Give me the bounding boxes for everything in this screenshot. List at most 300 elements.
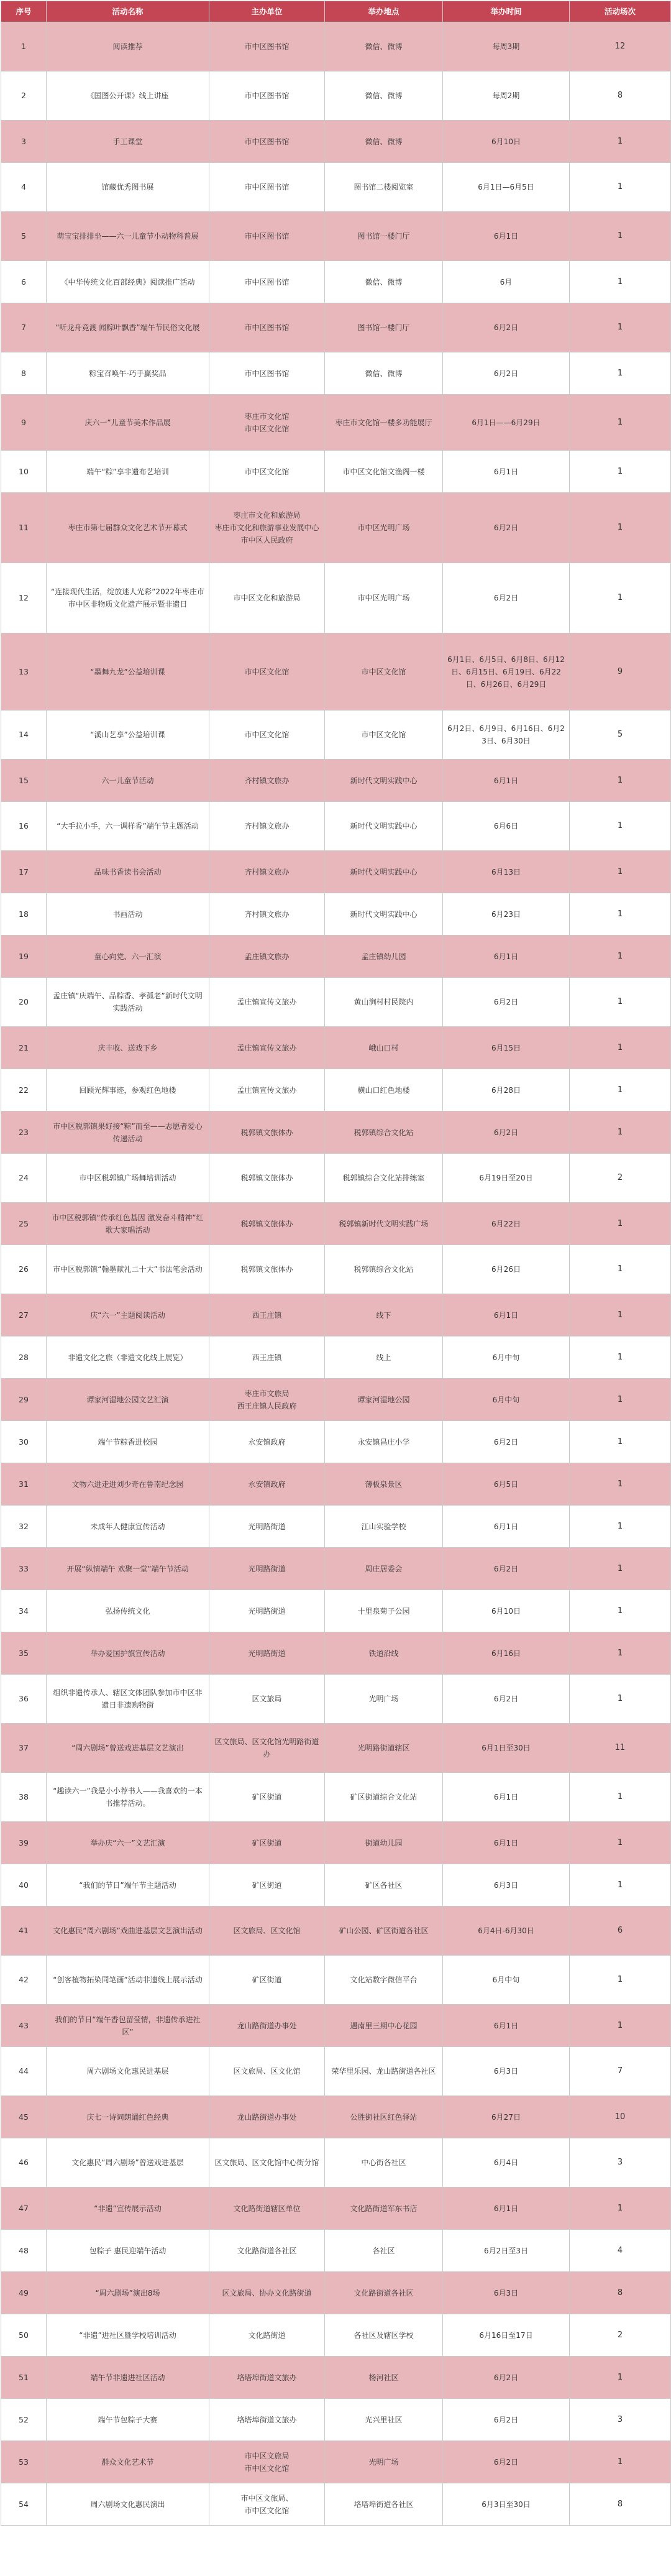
cell-venue: 矿山公园、矿区街道各社区 <box>325 1907 443 1956</box>
cell-venue: 周庄居委会 <box>325 1548 443 1590</box>
cell-activity-name: 庆丰收、送戏下乡 <box>47 1027 209 1069</box>
cell-organizer: 光明路街道 <box>209 1506 325 1548</box>
cell-seq: 51 <box>1 2357 47 2399</box>
cell-activity-name: 弘扬传统文化 <box>47 1590 209 1632</box>
cell-activity-name: 《中华传统文化百部经典》阅读推广活动 <box>47 261 209 303</box>
cell-count: 8 <box>570 2272 671 2314</box>
cell-count: 1 <box>570 1336 671 1379</box>
cell-count: 6 <box>570 1907 671 1956</box>
table-row <box>1 1421 671 1463</box>
cell-count: 1 <box>570 1632 671 1675</box>
cell-venue: 微信、微博 <box>325 352 443 395</box>
cell-seq: 27 <box>1 1294 47 1336</box>
cell-activity-name: “周六剧场”曾送戏进基层文艺演出 <box>47 1724 209 1773</box>
cell-seq: 35 <box>1 1632 47 1675</box>
cell-venue: 孟庄镇幼儿园 <box>325 936 443 978</box>
cell-venue: 十里泉菊子公园 <box>325 1590 443 1632</box>
cell-seq: 33 <box>1 1548 47 1590</box>
cell-venue: 微信、微博 <box>325 261 443 303</box>
table-row <box>1 1506 671 1548</box>
table-row <box>1 1956 671 2005</box>
cell-venue: 图书馆二楼阅览室 <box>325 163 443 212</box>
cell-activity-name: 六一儿童节活动 <box>47 760 209 802</box>
table-row <box>1 893 671 936</box>
cell-activity-name: 谭家河湿地公园文艺汇演 <box>47 1379 209 1421</box>
cell-time: 6月1日 <box>443 2187 570 2230</box>
cell-count: 1 <box>570 163 671 212</box>
table-row <box>1 261 671 303</box>
cell-count: 2 <box>570 1154 671 1203</box>
cell-count: 1 <box>570 2357 671 2399</box>
cell-time: 6月2日 <box>443 978 570 1027</box>
cell-seq: 48 <box>1 2230 47 2272</box>
cell-seq: 24 <box>1 1154 47 1203</box>
header-venue: 举办地点 <box>325 1 443 22</box>
cell-activity-name: 我们的节日“端午香包留莹情，非遗传承进社区” <box>47 2005 209 2047</box>
cell-time: 6月2日 <box>443 303 570 352</box>
table-header-row <box>1 1 671 22</box>
cell-seq: 4 <box>1 163 47 212</box>
cell-time: 6月2日 <box>443 1548 570 1590</box>
table-row <box>1 711 671 760</box>
cell-count: 1 <box>570 1379 671 1421</box>
table-row <box>1 2314 671 2357</box>
table-row <box>1 1111 671 1154</box>
cell-organizer: 文化路街道辖区单位 <box>209 2187 325 2230</box>
table-row <box>1 978 671 1027</box>
cell-count: 1 <box>570 1548 671 1590</box>
cell-count: 1 <box>570 261 671 303</box>
cell-count: 1 <box>570 1069 671 1111</box>
cell-count: 1 <box>570 851 671 893</box>
cell-time: 6月1日 <box>443 760 570 802</box>
cell-organizer: 区文旅局、协办文化路街道 <box>209 2272 325 2314</box>
cell-organizer: 市中区图书馆 <box>209 303 325 352</box>
table-row <box>1 633 671 711</box>
table-row <box>1 1864 671 1907</box>
cell-time: 6月1日 <box>443 212 570 261</box>
cell-time: 6月16日至17日 <box>443 2314 570 2357</box>
cell-seq: 23 <box>1 1111 47 1154</box>
cell-activity-name: 文化惠民“周六剧场”戏曲进基层文艺演出活动 <box>47 1907 209 1956</box>
cell-time: 6月1日——6月29日 <box>443 395 570 451</box>
cell-venue: 微信、微博 <box>325 121 443 163</box>
cell-venue: 微信、微博 <box>325 71 443 121</box>
cell-organizer: 垎塔埠街道文旅办 <box>209 2357 325 2399</box>
cell-count: 1 <box>570 978 671 1027</box>
cell-activity-name: 组织非遗传承人、辖区文体团队参加市中区非遗日非遗购物街 <box>47 1675 209 1724</box>
cell-time: 6月5日 <box>443 1463 570 1506</box>
cell-time: 6月2日至3日 <box>443 2230 570 2272</box>
table-row <box>1 163 671 212</box>
cell-time: 6月23日 <box>443 893 570 936</box>
cell-count: 1 <box>570 2187 671 2230</box>
cell-time: 6月2日 <box>443 493 570 563</box>
table-row <box>1 1907 671 1956</box>
cell-count: 1 <box>570 2441 671 2483</box>
cell-seq: 9 <box>1 395 47 451</box>
cell-seq: 29 <box>1 1379 47 1421</box>
cell-seq: 46 <box>1 2138 47 2187</box>
cell-organizer: 矿区街道 <box>209 1956 325 2005</box>
cell-seq: 22 <box>1 1069 47 1111</box>
cell-organizer: 矿区街道 <box>209 1822 325 1864</box>
cell-organizer: 市中区文化馆 <box>209 633 325 711</box>
cell-organizer: 区文旅局、区文化馆 <box>209 1907 325 1956</box>
cell-organizer: 区文旅局、区文化馆中心街分馆 <box>209 2138 325 2187</box>
table-row <box>1 1069 671 1111</box>
header-count: 活动场次 <box>570 1 671 22</box>
cell-count: 1 <box>570 1506 671 1548</box>
cell-venue: 薄板泉景区 <box>325 1463 443 1506</box>
cell-venue: 新时代文明实践中心 <box>325 760 443 802</box>
cell-organizer: 税郭镇文旅体办 <box>209 1154 325 1203</box>
cell-organizer: 永安镇政府 <box>209 1421 325 1463</box>
cell-activity-name: 端午节粽香进校园 <box>47 1421 209 1463</box>
cell-activity-name: 市中区税郭镇果好接“粽”而至——志愿者爱心传递活动 <box>47 1111 209 1154</box>
cell-seq: 6 <box>1 261 47 303</box>
cell-organizer: 文化路街道 <box>209 2314 325 2357</box>
header-seq: 序号 <box>1 1 47 22</box>
cell-venue: 市中区光明广场 <box>325 563 443 633</box>
cell-organizer: 市中区文化馆 <box>209 711 325 760</box>
cell-activity-name: 未成年人健康宣传活动 <box>47 1506 209 1548</box>
cell-count: 10 <box>570 2096 671 2138</box>
cell-venue: 公胜街社区红色驿站 <box>325 2096 443 2138</box>
cell-venue: 矿区街道综合文化站 <box>325 1773 443 1822</box>
cell-seq: 38 <box>1 1773 47 1822</box>
cell-time: 6月2日 <box>443 2399 570 2441</box>
cell-count: 3 <box>570 2399 671 2441</box>
cell-seq: 39 <box>1 1822 47 1864</box>
cell-venue: 税郭镇综合文化站 <box>325 1111 443 1154</box>
cell-venue: 峨山口村 <box>325 1027 443 1069</box>
cell-activity-name: 孟庄镇“庆端午、品粽香、孝孤老”新时代文明实践活动 <box>47 978 209 1027</box>
cell-activity-name: 阅读推荐 <box>47 22 209 71</box>
cell-time: 6月 <box>443 261 570 303</box>
table-row <box>1 22 671 71</box>
cell-organizer: 市中区图书馆 <box>209 71 325 121</box>
cell-venue: 垎塔埠街道各社区 <box>325 2483 443 2526</box>
cell-time: 6月中旬 <box>443 1336 570 1379</box>
cell-venue: 新时代文明实践中心 <box>325 802 443 851</box>
cell-time: 6月15日 <box>443 1027 570 1069</box>
activity-schedule-table <box>1 1 671 2526</box>
cell-count: 12 <box>570 22 671 71</box>
cell-activity-name: 周六剧场文化惠民演出 <box>47 2483 209 2526</box>
cell-organizer: 光明路街道 <box>209 1548 325 1590</box>
cell-organizer: 矿区街道 <box>209 1864 325 1907</box>
cell-time: 6月2日 <box>443 2441 570 2483</box>
cell-venue: 光明广场 <box>325 2441 443 2483</box>
cell-organizer: 税郭镇文旅体办 <box>209 1245 325 1294</box>
cell-venue: 铁道沿线 <box>325 1632 443 1675</box>
cell-organizer: 市中区文旅局 市中区文化馆 <box>209 2441 325 2483</box>
cell-seq: 17 <box>1 851 47 893</box>
cell-organizer: 区文旅局、区文化馆 <box>209 2047 325 2096</box>
cell-venue: 文化路街道军东书店 <box>325 2187 443 2230</box>
table-row <box>1 1294 671 1336</box>
table-row <box>1 2096 671 2138</box>
cell-organizer: 枣庄市文化馆 市中区文化馆 <box>209 395 325 451</box>
cell-organizer: 齐村镇文旅办 <box>209 802 325 851</box>
cell-activity-name: 童心向党、六一汇演 <box>47 936 209 978</box>
cell-time: 6月1日 <box>443 1294 570 1336</box>
cell-organizer: 矿区街道 <box>209 1773 325 1822</box>
table-row <box>1 71 671 121</box>
cell-organizer: 永安镇政府 <box>209 1463 325 1506</box>
cell-count: 1 <box>570 395 671 451</box>
cell-seq: 10 <box>1 451 47 493</box>
cell-time: 6月4日 <box>443 2138 570 2187</box>
cell-organizer: 龙山路街道办事处 <box>209 2096 325 2138</box>
cell-count: 1 <box>570 1294 671 1336</box>
cell-time: 6月1日—6月5日 <box>443 163 570 212</box>
cell-activity-name: “创客植物拓染同笔画”活动非遗线上展示活动 <box>47 1956 209 2005</box>
cell-organizer: 税郭镇文旅体办 <box>209 1203 325 1245</box>
cell-activity-name: “听龙舟竞渡 闻粽叶飘香”端午节民俗文化展 <box>47 303 209 352</box>
cell-venue: 线上 <box>325 1336 443 1379</box>
cell-venue: 线下 <box>325 1294 443 1336</box>
cell-activity-name: 市中区税郭镇“传承红色基因 激发奋斗精神”红歌大家唱活动 <box>47 1203 209 1245</box>
cell-venue: 各社区及辖区学校 <box>325 2314 443 2357</box>
cell-count: 11 <box>570 1724 671 1773</box>
cell-count: 1 <box>570 1111 671 1154</box>
table-row <box>1 2187 671 2230</box>
cell-organizer: 龙山路街道办事处 <box>209 2005 325 2047</box>
table-row <box>1 802 671 851</box>
cell-count: 1 <box>570 760 671 802</box>
cell-activity-name: 周六剧场文化惠民进基层 <box>47 2047 209 2096</box>
cell-activity-name: 萌宝宝排排坐——六一儿童节小动物科普展 <box>47 212 209 261</box>
cell-activity-name: “周六剧场”演出8场 <box>47 2272 209 2314</box>
cell-venue: 市中区光明广场 <box>325 493 443 563</box>
table-row <box>1 1027 671 1069</box>
cell-activity-name: 端午“粽”享非遗布艺培训 <box>47 451 209 493</box>
table-row <box>1 2272 671 2314</box>
cell-activity-name: 端午节非遗进社区活动 <box>47 2357 209 2399</box>
cell-time: 6月2日 <box>443 352 570 395</box>
cell-activity-name: 市中区税郭镇“翰墨献礼二十大”书法笔会活动 <box>47 1245 209 1294</box>
table-row <box>1 2005 671 2047</box>
cell-venue: 枣庄市文化馆一楼多功能展厅 <box>325 395 443 451</box>
cell-count: 1 <box>570 1956 671 2005</box>
cell-venue: 市中区文化馆 <box>325 633 443 711</box>
cell-time: 6月4日-6月30日 <box>443 1907 570 1956</box>
table-row <box>1 760 671 802</box>
cell-organizer: 孟庄镇文旅办 <box>209 936 325 978</box>
cell-organizer: 孟庄镇宣传文旅办 <box>209 978 325 1027</box>
cell-count: 1 <box>570 1421 671 1463</box>
table-row <box>1 2138 671 2187</box>
cell-seq: 14 <box>1 711 47 760</box>
cell-activity-name: “我们的节日”端午节主题活动 <box>47 1864 209 1907</box>
cell-activity-name: “墨舞九龙”公益培训课 <box>47 633 209 711</box>
cell-seq: 12 <box>1 563 47 633</box>
cell-activity-name: 粽宝召唤午-巧手赢奖品 <box>47 352 209 395</box>
cell-venue: 图书馆一楼门厅 <box>325 303 443 352</box>
cell-organizer: 齐村镇文旅办 <box>209 760 325 802</box>
table-row <box>1 212 671 261</box>
header-organizer: 主办单位 <box>209 1 325 22</box>
cell-count: 1 <box>570 2005 671 2047</box>
cell-time: 6月10日 <box>443 1590 570 1632</box>
cell-time: 6月22日 <box>443 1203 570 1245</box>
cell-venue: 横山口红色地楼 <box>325 1069 443 1111</box>
cell-activity-name: 端午节包粽子大赛 <box>47 2399 209 2441</box>
cell-seq: 7 <box>1 303 47 352</box>
cell-activity-name: 《国图公开课》线上讲座 <box>47 71 209 121</box>
cell-seq: 1 <box>1 22 47 71</box>
cell-venue: 杨河社区 <box>325 2357 443 2399</box>
cell-count: 1 <box>570 451 671 493</box>
cell-time: 6月26日 <box>443 1245 570 1294</box>
table-row <box>1 851 671 893</box>
cell-venue: 税郭镇新时代文明实践广场 <box>325 1203 443 1245</box>
table-row <box>1 451 671 493</box>
cell-activity-name: “溪山艺享”公益培训课 <box>47 711 209 760</box>
cell-seq: 32 <box>1 1506 47 1548</box>
table-row <box>1 2230 671 2272</box>
cell-venue: 新时代文明实践中心 <box>325 893 443 936</box>
cell-time: 6月3日至30日 <box>443 2483 570 2526</box>
cell-activity-name: 市中区税郭镇广场舞培训活动 <box>47 1154 209 1203</box>
cell-activity-name: 举办庆“六一”文艺汇演 <box>47 1822 209 1864</box>
cell-organizer: 西王庄镇 <box>209 1294 325 1336</box>
cell-venue: 税郭镇综合文化站排练室 <box>325 1154 443 1203</box>
cell-count: 1 <box>570 893 671 936</box>
cell-activity-name: 庆“六一”主题阅读活动 <box>47 1294 209 1336</box>
cell-seq: 18 <box>1 893 47 936</box>
cell-venue: 黄山涧村村民院内 <box>325 978 443 1027</box>
cell-organizer: 齐村镇文旅办 <box>209 851 325 893</box>
cell-organizer: 市中区图书馆 <box>209 22 325 71</box>
cell-time: 6月6日 <box>443 802 570 851</box>
cell-time: 6月2日 <box>443 1675 570 1724</box>
table-row <box>1 2357 671 2399</box>
cell-seq: 53 <box>1 2441 47 2483</box>
cell-seq: 45 <box>1 2096 47 2138</box>
cell-activity-name: 举办爱国护旗宣传活动 <box>47 1632 209 1675</box>
activity-table-container <box>1 1 670 2526</box>
cell-seq: 43 <box>1 2005 47 2047</box>
cell-time: 6月27日 <box>443 2096 570 2138</box>
cell-activity-name: 开展“纵情端午 欢聚一堂”端午节活动 <box>47 1548 209 1590</box>
table-row <box>1 2441 671 2483</box>
cell-time: 6月1日 <box>443 451 570 493</box>
cell-count: 8 <box>570 2483 671 2526</box>
cell-organizer: 孟庄镇宣传文旅办 <box>209 1069 325 1111</box>
cell-time: 6月3日 <box>443 2047 570 2096</box>
table-row <box>1 1548 671 1590</box>
cell-seq: 28 <box>1 1336 47 1379</box>
table-row <box>1 1590 671 1632</box>
cell-count: 7 <box>570 2047 671 2096</box>
cell-venue: 新时代文明实践中心 <box>325 851 443 893</box>
cell-time: 6月1日 <box>443 2005 570 2047</box>
cell-activity-name: 书画活动 <box>47 893 209 936</box>
cell-activity-name: 回顾光辉事迹，参观红色地楼 <box>47 1069 209 1111</box>
cell-organizer: 光明路街道 <box>209 1632 325 1675</box>
cell-seq: 11 <box>1 493 47 563</box>
cell-count: 1 <box>570 563 671 633</box>
cell-venue: 市中区文化馆文渔阁一楼 <box>325 451 443 493</box>
cell-count: 1 <box>570 121 671 163</box>
cell-seq: 42 <box>1 1956 47 2005</box>
table-row <box>1 2399 671 2441</box>
cell-organizer: 市中区图书馆 <box>209 261 325 303</box>
cell-activity-name: “连接现代生活，绽放迷人光彩”2022年枣庄市市中区非物质文化遗产展示暨非遗日 <box>47 563 209 633</box>
cell-activity-name: 枣庄市第七届群众文化艺术节开幕式 <box>47 493 209 563</box>
cell-seq: 36 <box>1 1675 47 1724</box>
cell-venue: 矿区各社区 <box>325 1864 443 1907</box>
table-row <box>1 1154 671 1203</box>
cell-count: 1 <box>570 493 671 563</box>
cell-time: 6月2日 <box>443 1111 570 1154</box>
cell-seq: 25 <box>1 1203 47 1245</box>
cell-organizer: 孟庄镇宣传文旅办 <box>209 1027 325 1069</box>
cell-seq: 49 <box>1 2272 47 2314</box>
cell-organizer: 市中区图书馆 <box>209 212 325 261</box>
table-row <box>1 303 671 352</box>
table-row <box>1 1379 671 1421</box>
cell-seq: 2 <box>1 71 47 121</box>
table-row <box>1 1773 671 1822</box>
table-row <box>1 1463 671 1506</box>
cell-venue: 各社区 <box>325 2230 443 2272</box>
cell-activity-name: 非遗文化之旅（非遗文化线上展览） <box>47 1336 209 1379</box>
cell-count: 1 <box>570 352 671 395</box>
cell-count: 1 <box>570 1822 671 1864</box>
cell-venue: 文化路街道各社区 <box>325 2272 443 2314</box>
cell-seq: 5 <box>1 212 47 261</box>
cell-venue: 市中区文化馆 <box>325 711 443 760</box>
table-row <box>1 1675 671 1724</box>
cell-venue: 光兴里社区 <box>325 2399 443 2441</box>
cell-count: 3 <box>570 2138 671 2187</box>
cell-time: 6月中旬 <box>443 1379 570 1421</box>
cell-count: 4 <box>570 2230 671 2272</box>
cell-time: 6月2日 <box>443 2357 570 2399</box>
table-body <box>1 22 671 2526</box>
cell-time: 6月中旬 <box>443 1956 570 2005</box>
cell-activity-name: 品味书香读书会活动 <box>47 851 209 893</box>
cell-organizer: 市中区图书馆 <box>209 352 325 395</box>
cell-time: 6月1日、6月5日、6月8日、6月12日、6月15日、6月19日、6月22日、6月26日、6月29日 <box>443 633 570 711</box>
cell-count: 1 <box>570 936 671 978</box>
cell-time: 6月1日 <box>443 1822 570 1864</box>
cell-activity-name: 文物六进走进刘少奇在鲁南纪念园 <box>47 1463 209 1506</box>
cell-count: 1 <box>570 1773 671 1822</box>
cell-count: 1 <box>570 303 671 352</box>
cell-organizer: 税郭镇文旅体办 <box>209 1111 325 1154</box>
table-row <box>1 563 671 633</box>
cell-seq: 21 <box>1 1027 47 1069</box>
cell-organizer: 枣庄市文化和旅游局 枣庄市文化和旅游事业发展中心 市中区人民政府 <box>209 493 325 563</box>
cell-count: 9 <box>570 633 671 711</box>
cell-activity-name: 群众文化艺术节 <box>47 2441 209 2483</box>
header-time: 举办时间 <box>443 1 570 22</box>
cell-count: 1 <box>570 1590 671 1632</box>
cell-organizer: 区文旅局 <box>209 1675 325 1724</box>
cell-venue: 光明广场 <box>325 1675 443 1724</box>
cell-count: 1 <box>570 1027 671 1069</box>
cell-time: 每周3期 <box>443 22 570 71</box>
cell-seq: 3 <box>1 121 47 163</box>
cell-time: 6月2日、6月9日、6月16日、6月23日、6月30日 <box>443 711 570 760</box>
cell-count: 5 <box>570 711 671 760</box>
table-row <box>1 2047 671 2096</box>
